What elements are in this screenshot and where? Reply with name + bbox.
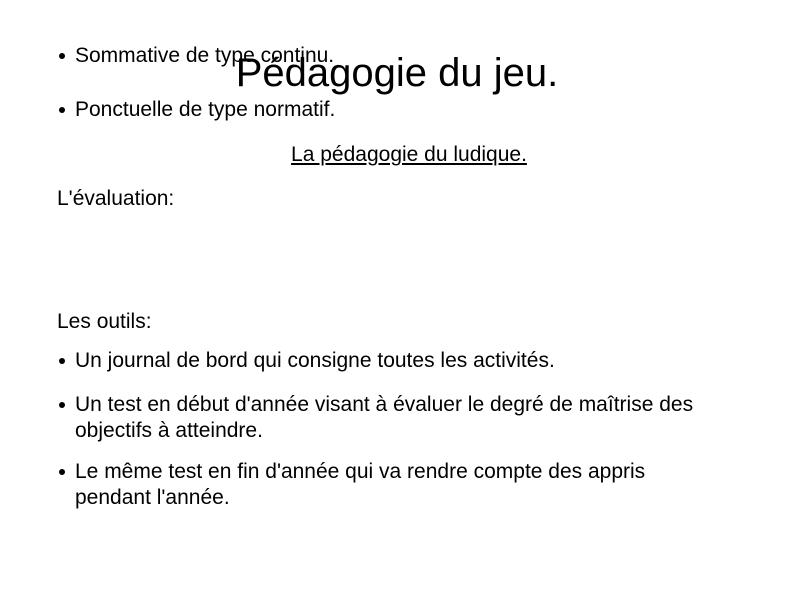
section-heading-evaluation: L'évaluation: <box>57 187 175 210</box>
list-item <box>57 43 755 69</box>
bullet-dot-icon <box>59 107 65 113</box>
list-item <box>57 97 755 123</box>
list-item <box>57 459 695 511</box>
bullet-dot-icon <box>59 358 65 364</box>
slide-title: Pédagogie du jeu. <box>235 51 559 95</box>
bullet-dot-icon <box>59 402 65 408</box>
bullet-dot-icon <box>59 469 65 475</box>
list-item-text: Sommative de type continu. <box>75 44 335 67</box>
list-item <box>57 348 755 374</box>
list-item-text: Le même test en fin d'année qui va rendre compte des appris pendant l'année. <box>75 460 646 509</box>
list-item-text: Un journal de bord qui consigne toutes les activités. <box>75 349 555 372</box>
list-item <box>57 392 695 444</box>
section-heading-outils: Les outils: <box>57 310 152 333</box>
list-item-text: Un test en début d'année visant à évaluer le degré de maîtrise des objectifs à atteindre. <box>75 393 694 442</box>
list-item-text: Ponctuelle de type normatif. <box>75 98 336 121</box>
slide-subtitle: La pédagogie du ludique. <box>291 143 527 166</box>
bullet-dot-icon <box>59 53 65 59</box>
